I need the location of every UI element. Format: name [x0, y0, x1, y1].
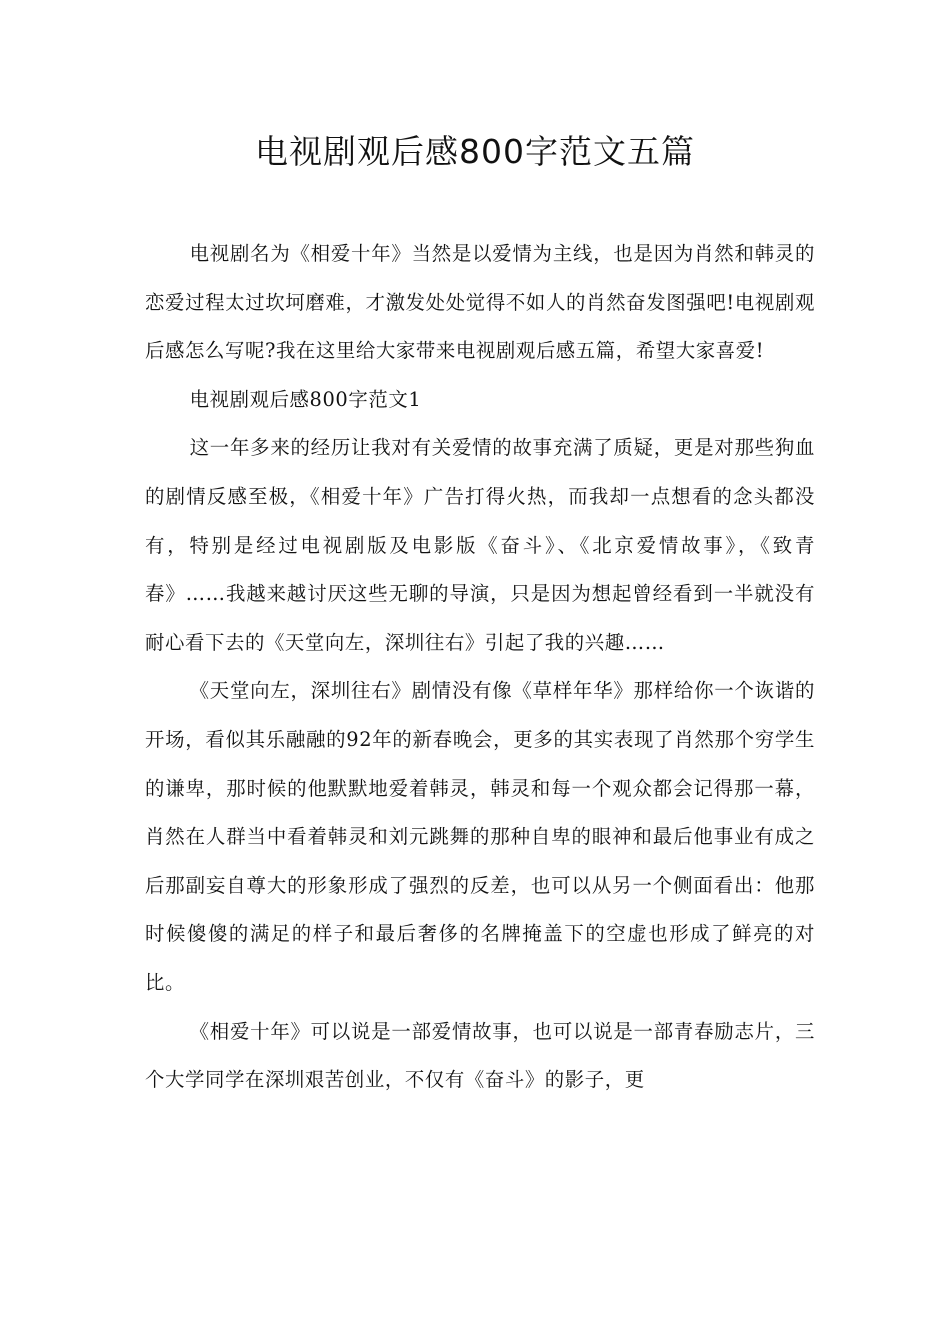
- document-title: 电视剧观后感800字范文五篇: [255, 132, 695, 171]
- intro-paragraph: 电视剧名为《相爱十年》当然是以爱情为主线，也是因为肖然和韩灵的恋爱过程太过坎坷磨难，才激发处处觉得不如人的肖然奋发图强吧!电视剧观后感怎么写呢?我在这里给大家带来电视剧观后感五篇，希望大家喜爱!: [145, 242, 815, 363]
- body-paragraph-2: 《天堂向左，深圳往右》剧情没有像《草样年华》那样给你一个诙谐的开场，看似其乐融融的92年的新春晚会，更多的其实表现了肖然那个穷学生的谦卑，那时候的他默默地爱着韩灵，韩灵和每一个观众都会记得那一幕，肖然在人群当中看着韩灵和刘元跳舞的那种自卑的眼神和最后他事业有成之后那副妄自尊大的形象形成了强烈的反差，也可以从另一个侧面看出：他那时候傻傻的满足的样子和最后奢侈的名牌掩盖下的空虚也形成了鲜亮的对比。: [145, 679, 815, 994]
- body-paragraph-1: 这一年多来的经历让我对有关爱情的故事充满了质疑，更是对那些狗血的剧情反感至极，《相爱十年》广告打得火热，而我却一点想看的念头都没有，特别是经过电视剧版及电影版《奋斗》、《北京爱情故事》，《致青春》……我越来越讨厌这些无聊的导演，只是因为想起曾经看到一半就没有耐心看下去的《天堂向左，深圳往右》引起了我的兴趣……: [145, 436, 815, 654]
- section-heading-1: 电视剧观后感800字范文1: [189, 387, 422, 411]
- document-body: [145, 230, 815, 1105]
- body-paragraph-3: 《相爱十年》可以说是一部爱情故事，也可以说是一部青春励志片，三个大学同学在深圳艰苦创业，不仅有《奋斗》的影子，更: [145, 1019, 815, 1092]
